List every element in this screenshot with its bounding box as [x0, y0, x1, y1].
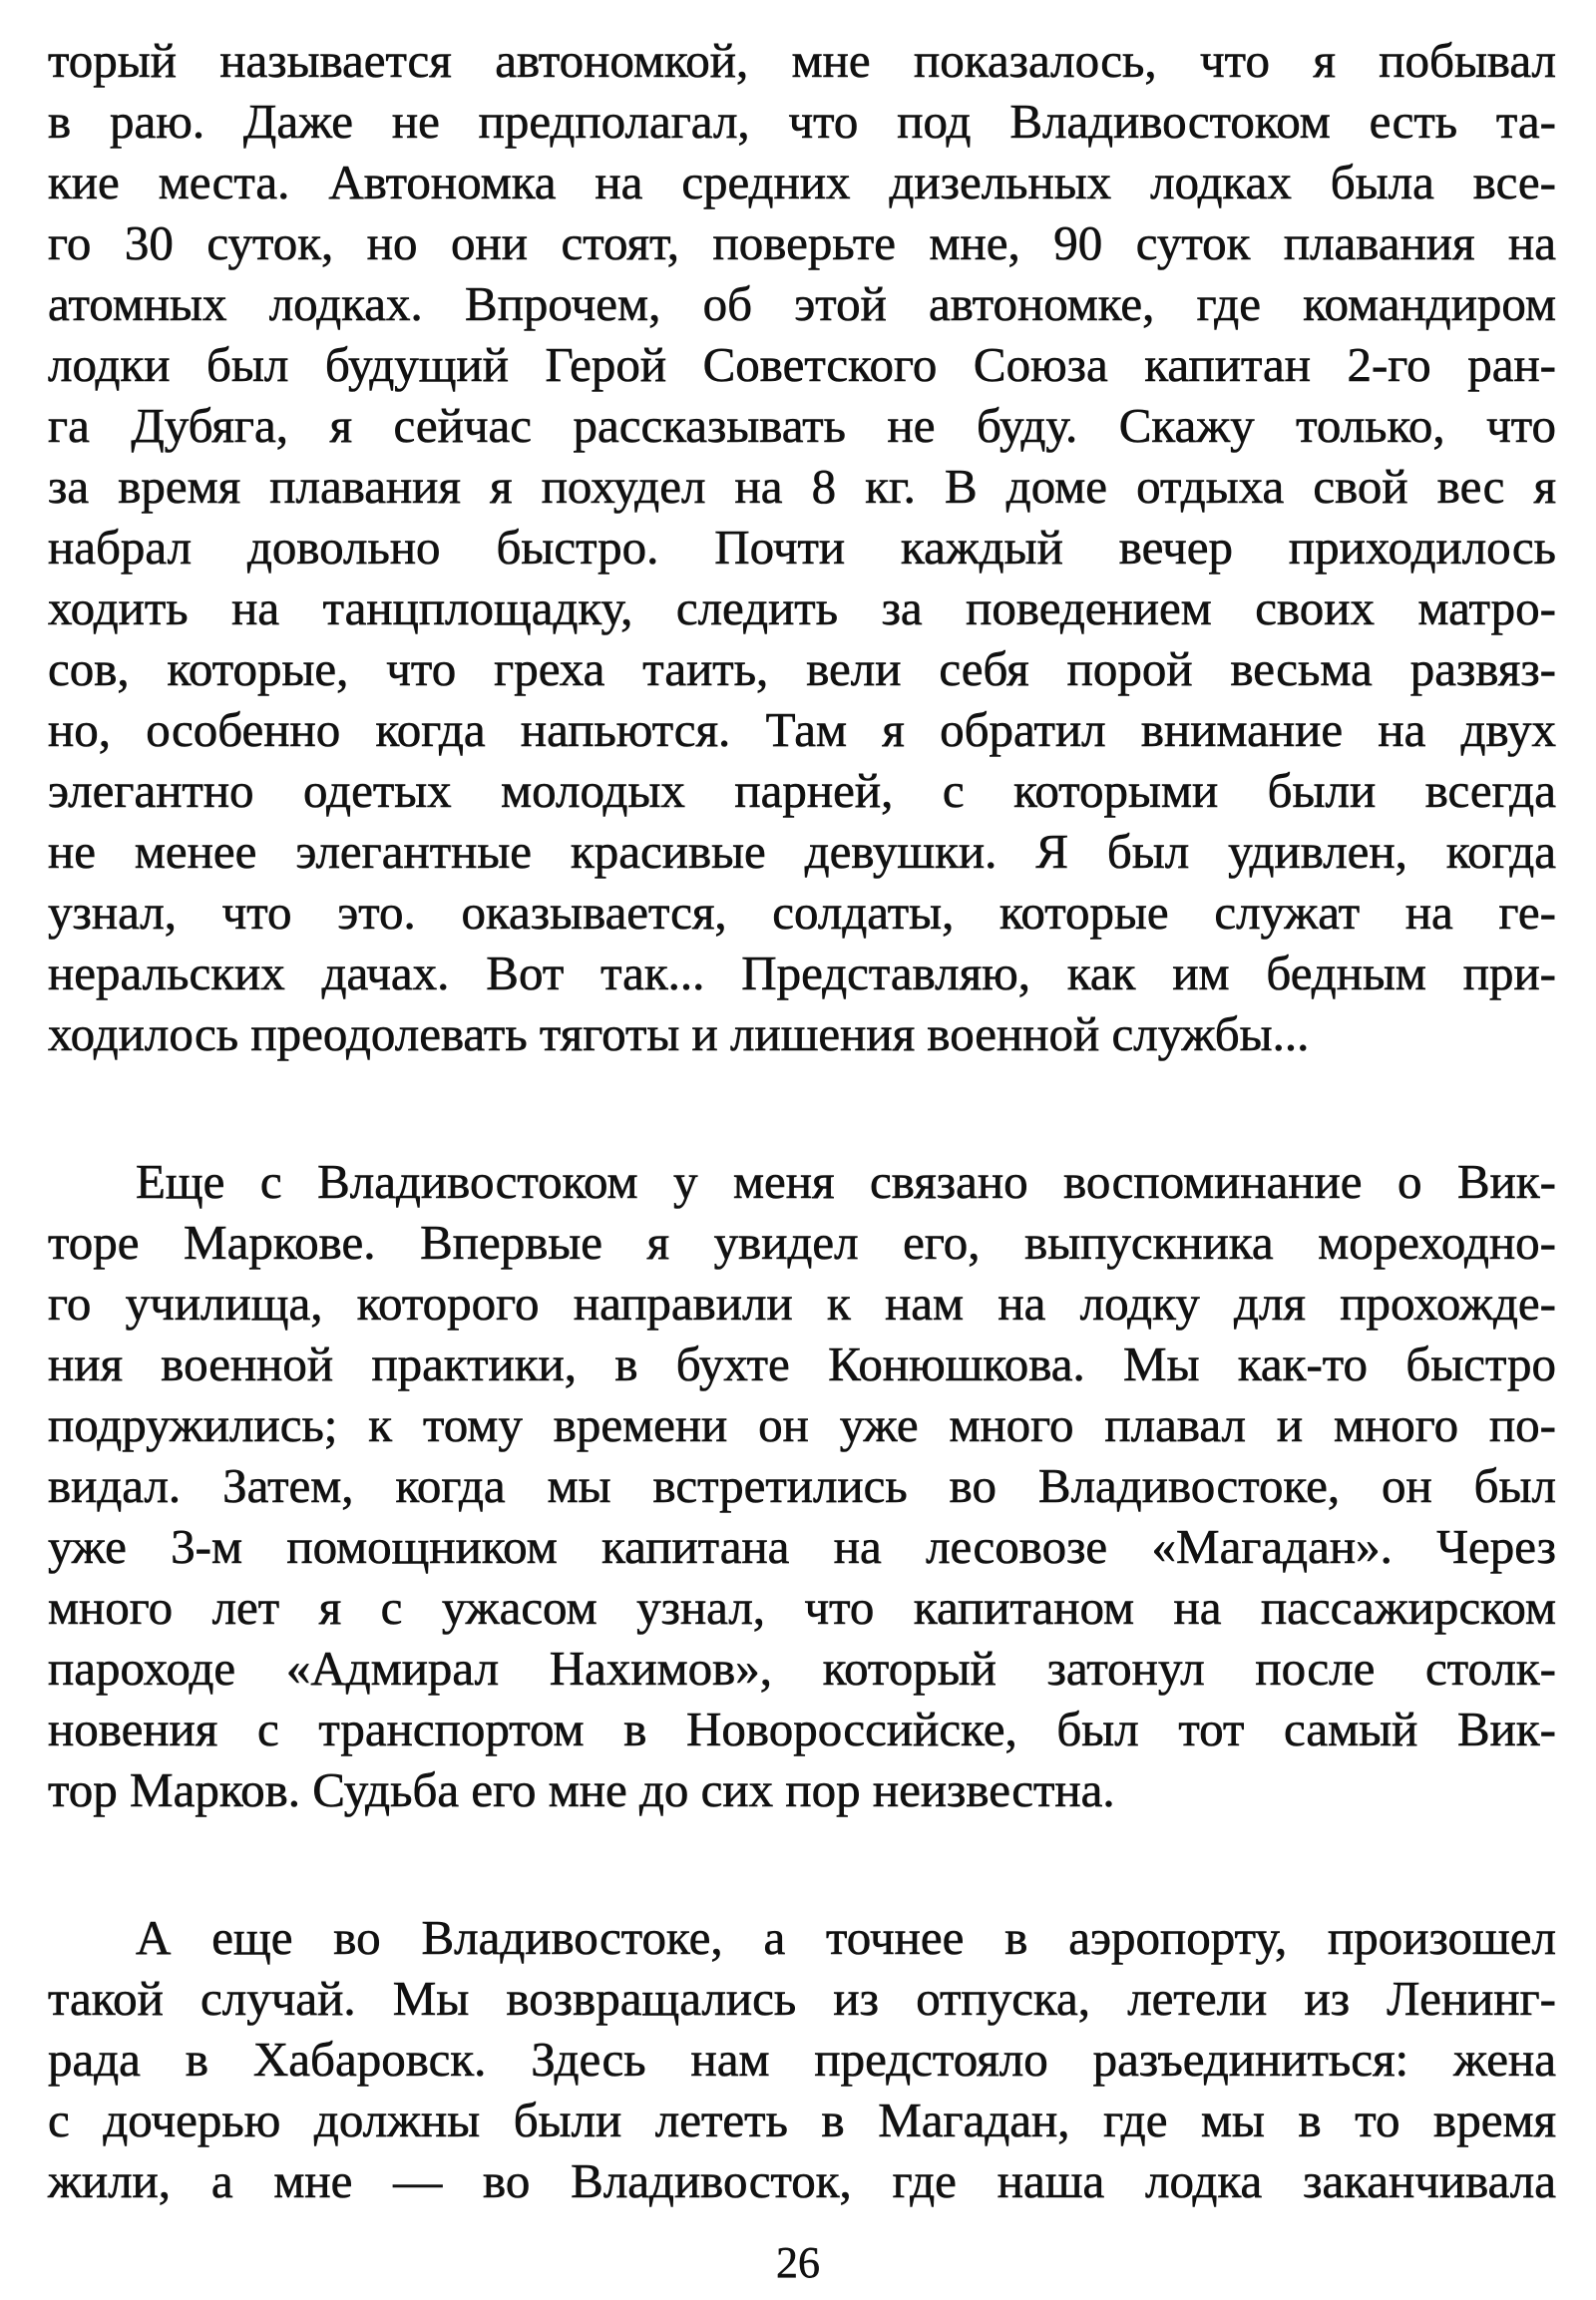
text-line: рада в Хабаровск. Здесь нам предстояло разъединиться: жена	[48, 2032, 1556, 2087]
text-line: сов, которые, что греха таить, вели себя порой весьма развяз-	[48, 641, 1556, 696]
text-line: элегантно одетых молодых парней, с которыми были всегда	[48, 763, 1556, 818]
paragraph-1	[48, 30, 1556, 1064]
paragraph-2	[48, 1151, 1556, 1820]
text-line: жили, а мне — во Владивосток, где наша лодка заканчивала	[48, 2153, 1556, 2208]
page-number: 26	[776, 2238, 820, 2287]
text-line: подружились; к тому времени он уже много плавал и много по-	[48, 1397, 1556, 1452]
text-line: неральских дачах. Вот так... Представляю, как им бедным при-	[48, 946, 1556, 1000]
text-line: кие места. Автономка на средних дизельных лодках была все-	[48, 155, 1556, 209]
text-line: Еще с Владивостоком у меня связано воспоминание о Вик-	[136, 1154, 1556, 1209]
text-line: с дочерью должны были лететь в Магадан, где мы в то время	[48, 2093, 1556, 2147]
text-line: торе Маркове. Впервые я увидел его, выпускника мореходно-	[48, 1215, 1556, 1270]
text-line: уже 3-м помощником капитана на лесовозе «Магадан». Через	[48, 1519, 1556, 1574]
text-line: но, особенно когда напьются. Там я обратил внимание на двух	[48, 702, 1556, 757]
paragraph-3	[48, 1907, 1556, 2211]
text-line: видал. Затем, когда мы встретились во Владивостоке, он был	[48, 1458, 1556, 1513]
text-line: узнал, что это. оказывается, солдаты, которые служат на ге-	[48, 885, 1556, 940]
text-line: новения с транспортом в Новороссийске, был тот самый Вик-	[48, 1702, 1556, 1756]
text-line: ния военной практики, в бухте Конюшкова. Мы как-то быстро	[48, 1337, 1556, 1391]
text-line: пароходе «Адмирал Нахимов», который затонул после столк-	[48, 1641, 1556, 1696]
text-line: торый называется автономкой, мне показалось, что я побывал	[48, 33, 1556, 88]
text-line: го училища, которого направили к нам на лодку для прохожде-	[48, 1276, 1556, 1331]
text-line: атомных лодках. Впрочем, об этой автономке, где командиром	[48, 276, 1556, 331]
text-line: А еще во Владивостоке, а точнее в аэропорту, произошел	[136, 1910, 1556, 1965]
text-line: в раю. Даже не предполагал, что под Владивостоком есть та-	[48, 94, 1556, 149]
paragraph-spacer	[48, 1820, 1556, 1907]
text-line: набрал довольно быстро. Почти каждый вечер приходилось	[48, 520, 1556, 575]
text-line: ходилось преодолевать тяготы и лишения военной службы...	[48, 1006, 1310, 1061]
book-page-text	[48, 30, 1556, 2211]
text-line: ходить на танцплощадку, следить за поведением своих матро-	[48, 580, 1556, 635]
text-line: такой случай. Мы возвращались из отпуска, летели из Ленинг-	[48, 1971, 1556, 2026]
text-line: тор Марков. Судьба его мне до сих пор неизвестна.	[48, 1762, 1115, 1817]
paragraph-spacer	[48, 1064, 1556, 1151]
text-line: го 30 суток, но они стоят, поверьте мне, 90 суток плавания на	[48, 215, 1556, 270]
text-line: лодки был будущий Герой Советского Союза капитан 2-го ран-	[48, 337, 1556, 392]
text-line: за время плавания я похудел на 8 кг. В доме отдыха свой вес я	[48, 459, 1556, 514]
text-line: не менее элегантные красивые девушки. Я был удивлен, когда	[48, 824, 1556, 879]
text-line: много лет я с ужасом узнал, что капитаном на пассажирском	[48, 1580, 1556, 1635]
text-line: га Дубяга, я сейчас рассказывать не буду. Скажу только, что	[48, 398, 1556, 453]
